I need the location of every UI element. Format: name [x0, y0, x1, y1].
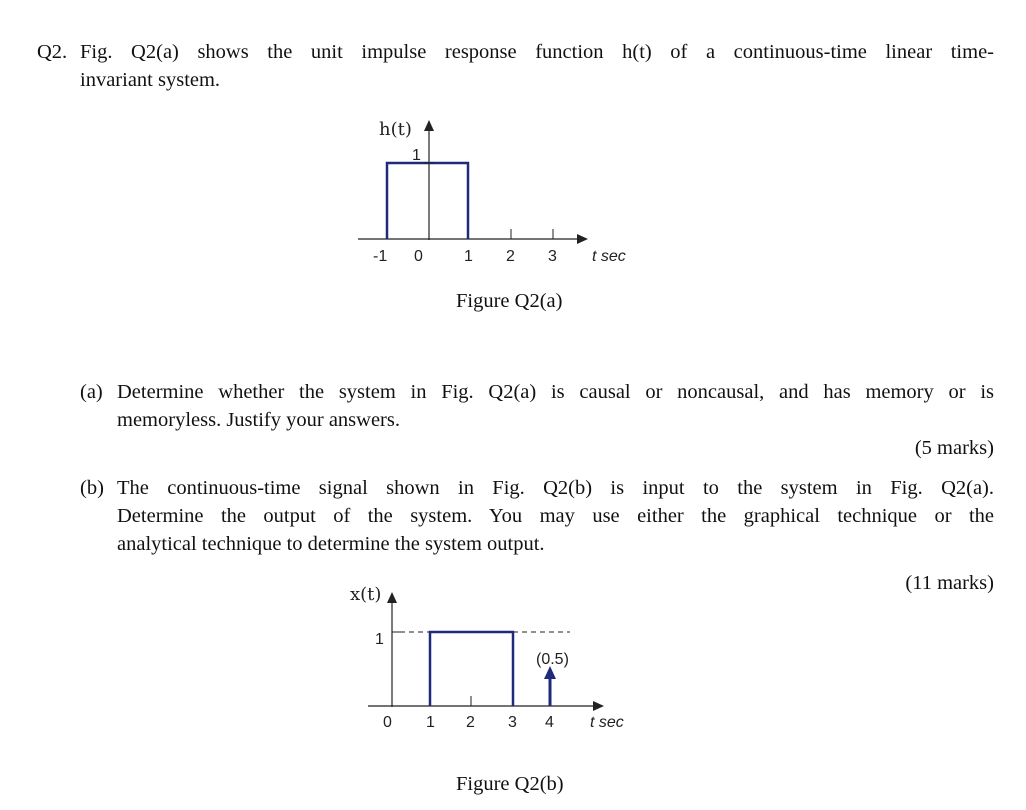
x-tick-label-1: 1: [426, 714, 435, 731]
part-b-label: (b): [80, 477, 104, 499]
x-tick-label-3: 3: [508, 714, 517, 731]
h-height-label: 1: [412, 147, 421, 164]
x-ylabel: x(t): [350, 584, 382, 605]
h-tick-label-minus1: -1: [373, 248, 388, 265]
part-a-line1: Determine whether the system in Fig. Q2(a) is causal or noncausal, and has memory or is: [117, 381, 994, 403]
figure-q2b-caption: Figure Q2(b): [456, 773, 564, 795]
x-pulse: [430, 632, 513, 706]
figure-q2a-caption: Figure Q2(a): [456, 290, 563, 312]
part-b-line3: analytical technique to determine the system output.: [117, 533, 545, 555]
h-ylabel: h(t): [379, 119, 412, 140]
h-tick-label-0: 0: [414, 248, 423, 265]
h-tick-label-1: 1: [464, 248, 473, 265]
question-intro-line1: Fig. Q2(a) shows the unit impulse response function h(t) of a continuous-time linear time-: [80, 41, 994, 63]
question-intro-line2: invariant system.: [80, 69, 221, 91]
h-xlabel: t sec: [592, 248, 626, 265]
part-b-marks: (11 marks): [905, 572, 994, 594]
x-x-axis-arrowhead: [593, 701, 604, 711]
question-number: Q2.: [37, 41, 68, 63]
x-tick-label-4: 4: [545, 714, 554, 731]
x-impulse-label: (0.5): [536, 651, 569, 668]
x-tick-label-0: 0: [383, 714, 392, 731]
part-a-line2: memoryless. Justify your answers.: [117, 409, 400, 431]
h-tick-label-2: 2: [506, 248, 515, 265]
x-xlabel: t sec: [590, 714, 624, 731]
part-b-line1: The continuous-time signal shown in Fig. Q2(b) is input to the system in Fig. Q2(a).: [117, 477, 994, 499]
part-a-label: (a): [80, 381, 103, 403]
x-tick-label-2: 2: [466, 714, 475, 731]
x-y-axis-arrowhead: [387, 592, 397, 603]
x-height-label: 1: [375, 631, 384, 648]
part-a-marks: (5 marks): [914, 437, 994, 459]
h-tick-label-3: 3: [548, 248, 557, 265]
part-b-line2: Determine the output of the system. You may use either the graphical technique or the: [117, 505, 994, 527]
